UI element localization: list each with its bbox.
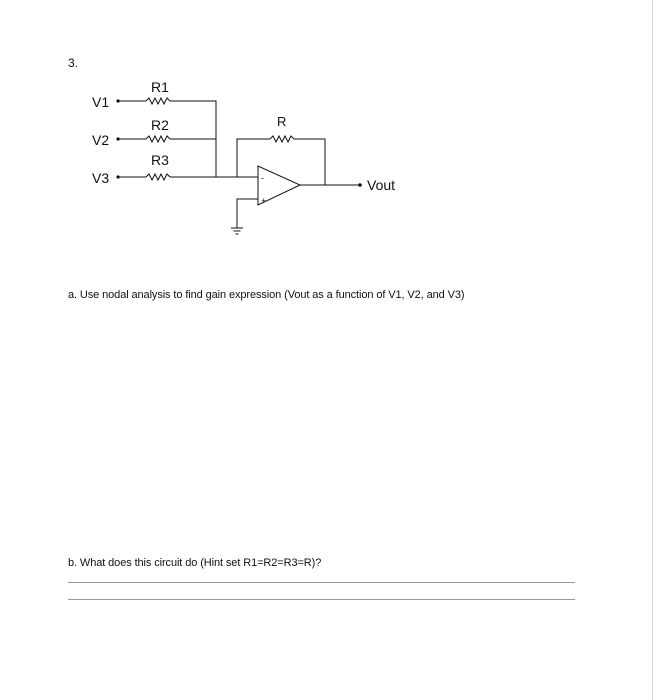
resistor-r2	[146, 136, 170, 142]
output-terminal	[358, 183, 362, 187]
input-label-v2: V2	[92, 132, 110, 148]
input-label-v1: V1	[92, 94, 110, 110]
op-amp-inverting-sign: -	[261, 173, 264, 183]
answer-line	[68, 599, 575, 600]
resistor-label-r1: R1	[151, 79, 169, 95]
ground-icon	[231, 228, 243, 234]
answer-line	[68, 582, 575, 583]
resistor-label-r3: R3	[151, 152, 169, 168]
resistor-label-r: R	[277, 114, 287, 129]
question-a: a. Use nodal analysis to find gain expression (Vout as a function of V1, V2, and V3)	[68, 289, 465, 301]
op-amp-noninverting-sign: +	[261, 196, 267, 206]
resistor-r-feedback	[270, 136, 294, 142]
wire-feedback-right	[294, 139, 325, 185]
output-label-vout: Vout	[367, 177, 396, 193]
wire-feedback-left	[237, 139, 270, 177]
input-label-v3: V3	[92, 170, 110, 186]
resistor-r1	[146, 98, 170, 104]
resistor-r3	[146, 174, 170, 180]
question-b: b. What does this circuit do (Hint set R1=R2=R3=R)?	[68, 557, 322, 569]
resistor-label-r2: R2	[151, 117, 169, 133]
problem-number: 3.	[68, 56, 79, 70]
wire-noninverting-ground	[237, 199, 258, 228]
summing-amplifier-circuit	[0, 0, 659, 300]
